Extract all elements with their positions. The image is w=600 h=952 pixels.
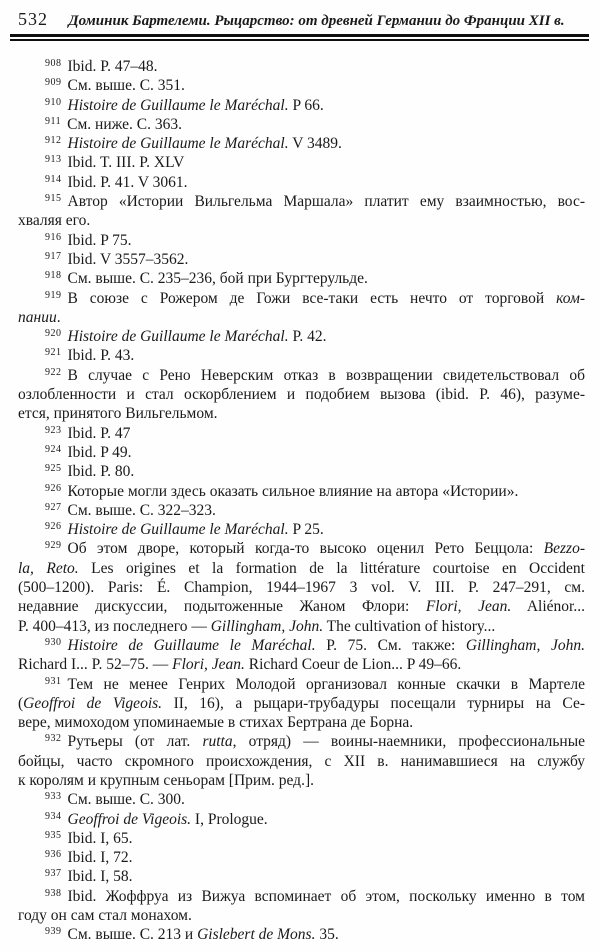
footnote-text-italic: Gillingham, John.	[210, 617, 324, 635]
footnote-line	[18, 829, 585, 848]
footnote-text: Ibid. P. 43.	[67, 347, 135, 365]
footnote-number: 915	[45, 193, 62, 205]
footnote-line	[18, 57, 585, 76]
footnote-line	[18, 636, 585, 655]
footnote-text: Ibid. P 49.	[67, 443, 132, 461]
footnote-text: озлобленности и стал оскорблением и подобием вызова (ibid. P. 46), разуме-	[18, 386, 585, 404]
footnote-line	[18, 559, 585, 578]
footnote-line	[18, 424, 585, 443]
footnote-text: P 25.	[288, 521, 324, 539]
footnote-number: 934	[45, 810, 62, 822]
footnote-number: 911	[45, 115, 62, 127]
footnote-text: (	[18, 694, 24, 712]
footnote-number: 938	[45, 887, 62, 899]
footnote-text: году он сам стал монахом.	[18, 907, 192, 925]
footnote-text: В союзе с Рожером де Гожи все-таки есть нечто от торговой	[67, 289, 557, 307]
footnote-text: См. выше. С. 213 и	[67, 926, 198, 944]
footnote-text-italic: Histoire de Guillaume le Maréchal.	[67, 328, 289, 346]
footnote-line	[18, 732, 585, 751]
footnote-number: 918	[45, 270, 62, 282]
footnote-line	[18, 134, 585, 153]
footnote-line	[18, 462, 585, 481]
footnote-text: P. 400–413, из последнего —	[18, 617, 211, 635]
footnote-line	[18, 771, 585, 790]
footnote-number: 922	[45, 366, 62, 378]
footnote-text: См. выше. С. 322–323.	[67, 501, 216, 519]
footnote-line	[18, 269, 585, 288]
footnote-text: Ibid. P 75.	[67, 231, 132, 249]
footnote-number: 913	[45, 154, 62, 166]
footnote-text: Ibid. T. III. P. XLV	[67, 154, 185, 172]
footnote-text: 35.	[315, 926, 339, 944]
page-header	[18, 9, 585, 32]
footnote-text-italic: la, Reto.	[18, 559, 79, 577]
footnote-line	[18, 501, 585, 520]
footnote-text-italic: Gislebert de Mons.	[197, 926, 316, 944]
footnote-number: 917	[45, 250, 62, 262]
footnote-line	[18, 443, 585, 462]
footnote-text: Richard I... P. 52–75. —	[18, 656, 173, 674]
footnote-text: В случае с Рено Неверским отказ в возвращении свидетельствовал об	[67, 366, 585, 384]
footnote-text: Ibid. P. 41. V 3061.	[67, 173, 188, 191]
footnote-line	[18, 289, 585, 308]
footnotes	[18, 57, 585, 945]
footnote-line	[18, 617, 585, 636]
footnote-text: Ibid. V 3557–3562.	[67, 250, 189, 268]
footnote-text-italic: Flori, Jean.	[425, 598, 512, 616]
footnote-text: Ibid. P. 47–48.	[67, 58, 158, 75]
footnote-line	[18, 366, 585, 385]
footnote-line	[18, 385, 585, 404]
footnote-text: ется, принятого Вильгельмом.	[18, 405, 218, 423]
footnote-text-italic: Bezzo-	[543, 540, 585, 558]
footnote-line	[18, 115, 585, 134]
footnote-line	[18, 173, 585, 192]
footnote-line	[18, 578, 585, 597]
footnote-text: Автор «Истории Вильгельма Маршала» платит ему взаимностью, вос-	[67, 193, 585, 211]
footnote-line	[18, 76, 585, 95]
footnote-number: 916	[45, 231, 62, 243]
footnote-line	[18, 308, 585, 327]
footnote-text-italic: Gillingham, John.	[465, 636, 585, 654]
footnote-text: См. выше. С. 235–236, бой при Бургтерульде.	[67, 270, 368, 288]
footnote-text-italic: пании	[18, 308, 57, 326]
footnote-text: Richard Coeur de Lion... P 49–66.	[244, 656, 462, 674]
footnote-line	[18, 211, 585, 230]
footnote-text: недавние дискуссии, подытоженные Жаном Флори:	[18, 598, 426, 616]
footnote-line	[18, 867, 585, 886]
footnote-text-italic: Histoire de Guillaume le Maréchal.	[67, 521, 289, 539]
footnote-line	[18, 153, 585, 172]
footnote-line	[18, 790, 585, 809]
footnote-text: вере, мимоходом упоминаемые в стихах Бертрана де Борна.	[18, 714, 414, 732]
footnote-text: Ibid. I, 72.	[67, 849, 133, 867]
footnote-text-italic: Histoire de Guillaume le Maréchal.	[67, 135, 289, 153]
footnote-text: Рутьеры (от лат.	[67, 733, 203, 751]
footnote-text: P. 75. См. также:	[315, 636, 466, 654]
footnote-line	[18, 482, 585, 501]
footnote-number: 937	[45, 868, 62, 880]
footnote-text: к королям и крупным сеньорам [Прим. ред.].	[18, 771, 314, 789]
footnote-number: 920	[45, 328, 62, 340]
footnote-number: 919	[45, 289, 62, 301]
running-title: Доминик Бартелеми. Рыцарство: от древней Германии до Франции XII в.	[68, 13, 565, 29]
footnote-line	[18, 96, 585, 115]
footnote-number: 936	[45, 849, 62, 861]
footnote-line	[18, 906, 585, 925]
footnote-number: 912	[45, 135, 62, 147]
footnote-text: (500–1200). Paris: É. Champion, 1944–1967 3 vol. V. III. P. 247–291, см.	[18, 579, 585, 597]
footnote-line	[18, 848, 585, 867]
footnote-text-italic: Histoire de Guillaume le Maréchal.	[67, 96, 289, 114]
footnote-line	[18, 597, 585, 616]
footnote-text: , отряд) — воины-наемники, профессиональные	[232, 733, 585, 751]
footnote-number: 929	[45, 540, 62, 552]
footnote-number: 910	[45, 96, 62, 108]
footnote-line	[18, 655, 585, 674]
footnote-number: 925	[45, 463, 62, 475]
footnote-line	[18, 810, 585, 829]
footnote-text: II, 16), а рыцари-трубадуры посещали турниры на Се-	[162, 694, 585, 712]
footnote-text-italic: Histoire de Guillaume le Maréchal.	[67, 636, 316, 654]
footnote-line	[18, 675, 585, 694]
footnote-line	[18, 694, 585, 713]
footnote-text: I, Prologue.	[191, 810, 268, 828]
footnote-line	[18, 539, 585, 558]
footnote-text: P 66.	[288, 96, 324, 114]
footnote-text: См. выше. С. 300.	[67, 791, 185, 809]
footnote-text: Aliénor...	[511, 598, 585, 616]
footnote-text: The cultivation of history...	[323, 617, 496, 635]
footnote-number: 927	[45, 501, 62, 513]
header-double-rule	[10, 34, 589, 41]
footnote-text: P. 42.	[288, 328, 327, 346]
footnote-text: .	[56, 308, 61, 326]
page-number: 532	[18, 9, 48, 29]
footnote-number: 931	[45, 675, 62, 687]
footnote-line	[18, 713, 585, 732]
footnote-number: 923	[45, 424, 62, 436]
footnote-text: Ibid. P. 47	[67, 424, 131, 442]
footnote-line	[18, 404, 585, 423]
footnote-text-italic: ком-	[556, 289, 585, 307]
footnote-text: бойцы, часто скромного происхождения, с XII в. нанимавшиеся на службу	[18, 752, 585, 770]
footnote-line	[18, 231, 585, 250]
footnote-text-italic: rutta	[202, 733, 233, 751]
footnote-line	[18, 925, 585, 944]
footnote-line	[18, 346, 585, 365]
footnote-number: 926	[45, 521, 62, 533]
footnote-line	[18, 887, 585, 906]
footnote-line	[18, 192, 585, 211]
footnote-number: 924	[45, 443, 62, 455]
footnote-text: Тем не менее Генрих Молодой организовал конные скачки в Мартеле	[67, 675, 585, 693]
footnote-number: 914	[45, 173, 62, 185]
footnote-number: 933	[45, 791, 62, 803]
footnote-text: Об этом дворе, который когда-то высоко оценил Рето Беццола:	[67, 540, 544, 558]
footnote-number: 926	[45, 482, 62, 494]
footnote-number: 932	[45, 733, 62, 745]
footnote-text-italic: Geoffroi de Vigeois.	[23, 694, 163, 712]
footnote-text: Ibid. I, 58.	[67, 868, 133, 886]
footnote-line	[18, 752, 585, 771]
footnote-text: Ibid. Жоффруа из Вижуа вспоминает об этом, поскольку именно в том	[67, 887, 585, 905]
footnote-number: 921	[45, 347, 62, 359]
footnote-text-italic: Geoffroi de Vigeois.	[67, 810, 192, 828]
footnote-text: Ibid. I, 65.	[67, 829, 133, 847]
footnote-text: См. ниже. С. 363.	[67, 115, 182, 133]
footnote-line	[18, 520, 585, 539]
footnote-number: 930	[45, 636, 62, 648]
footnote-text: См. выше. С. 351.	[67, 77, 185, 95]
footnote-text: V 3489.	[288, 135, 342, 153]
footnote-text: Которые могли здесь оказать сильное влияние на автора «Истории».	[67, 482, 519, 500]
footnote-text: хваляя его.	[18, 212, 91, 230]
footnote-text: Les origines et la formation de la littérature courtoise en Occident	[78, 559, 585, 577]
footnote-line	[18, 327, 585, 346]
footnote-number: 939	[45, 926, 62, 938]
footnote-text-italic: Flori, Jean.	[172, 656, 245, 674]
footnote-number: 908	[45, 58, 62, 69]
footnote-line	[18, 250, 585, 269]
footnote-number: 909	[45, 77, 62, 89]
footnote-number: 935	[45, 829, 62, 841]
footnote-text: Ibid. P. 80.	[67, 463, 135, 481]
